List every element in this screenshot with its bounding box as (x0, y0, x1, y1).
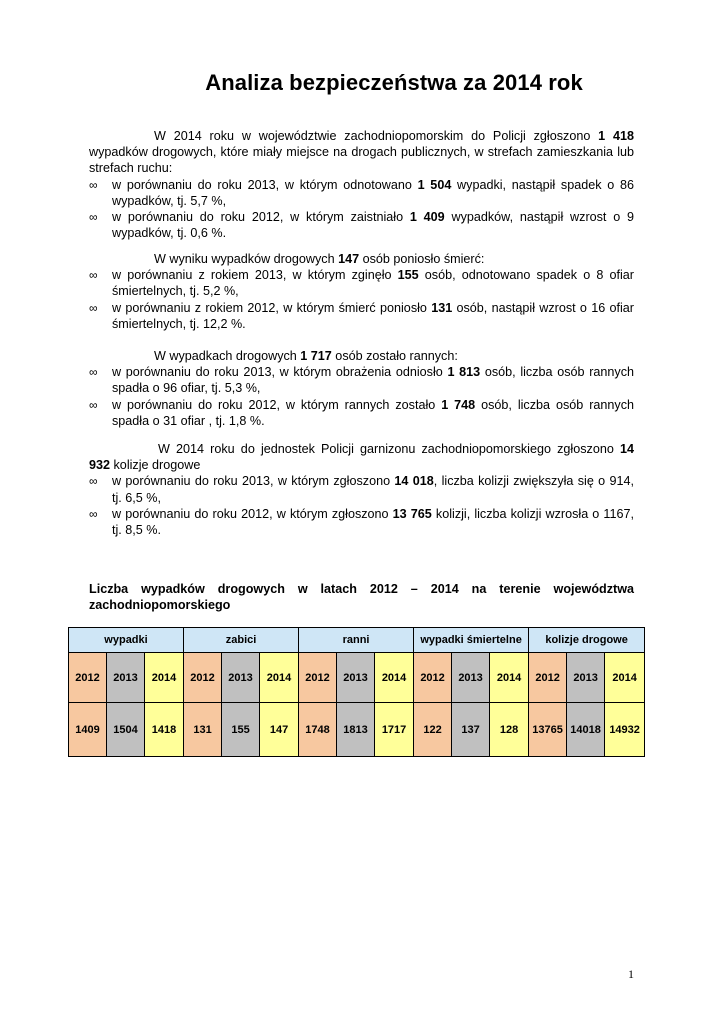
section-fatalities (89, 251, 634, 332)
year-cell: 2012 (529, 653, 567, 703)
list-item: ∞ w porównaniu do roku 2013, w którym zgłoszono 14 018, liczba kolizji zwiększyła się o 914, tj. 6,5 %, (89, 474, 635, 505)
value-cell: 1409 (69, 703, 107, 757)
year-cell: 2014 (490, 653, 529, 703)
year-cell: 2013 (567, 653, 605, 703)
value-cell: 14932 (605, 703, 645, 757)
bullet-icon: ∞ (89, 506, 98, 521)
bullet-icon: ∞ (89, 474, 98, 489)
section-intro: W 2014 roku w województwie zachodniopomorskim do Policji zgłoszono 1 418 wypadków drogowych, które miały miejsce na drogach publicznych, w strefach zamieszkania lub strefach ruchu: (89, 129, 634, 176)
bullet-icon: ∞ (89, 397, 98, 412)
year-cell: 2013 (107, 653, 145, 703)
bullet-icon: ∞ (89, 268, 98, 283)
list-item: ∞ w porównaniu z rokiem 2013, w którym zginęło 155 osób, odnotowano spadek o 8 ofiar śmiertelnych, tj. 5,2 %, (89, 268, 634, 299)
value-cell: 147 (260, 703, 299, 757)
value-cell: 1717 (375, 703, 414, 757)
year-cell: 2014 (375, 653, 414, 703)
section-collisions (89, 441, 634, 538)
value-cell: 137 (452, 703, 490, 757)
value-cell: 1813 (337, 703, 375, 757)
value-cell: 155 (222, 703, 260, 757)
bullet-icon: ∞ (89, 300, 98, 315)
column-group-header: kolizje drogowe (529, 628, 645, 653)
year-cell: 2012 (69, 653, 107, 703)
value-cell: 128 (490, 703, 529, 757)
bullet-icon: ∞ (89, 177, 98, 192)
column-group-header: ranni (299, 628, 414, 653)
value-cell: 122 (414, 703, 452, 757)
value-cell: 1504 (107, 703, 145, 757)
section-injured (89, 348, 634, 429)
value-cell: 14018 (567, 703, 605, 757)
year-cell: 2013 (222, 653, 260, 703)
table-year-row (69, 653, 645, 703)
year-cell: 2014 (145, 653, 184, 703)
list-item: ∞ w porównaniu do roku 2012, w którym zgłoszono 13 765 kolizji, liczba kolizji wzrosła o 1167, tj. 8,5 %. (89, 506, 634, 538)
list-item: ∞ w porównaniu do roku 2013, w którym odnotowano 1 504 wypadki, nastąpił spadek o 86 wypadków, tj. 5,7 %, (89, 177, 634, 208)
list-item: ∞ w porównaniu z rokiem 2012, w którym śmierć poniosło 131 osób, nastąpił wzrost o 16 ofiar śmiertelnych, tj. 12,2 %. (89, 300, 635, 331)
section-intro: W wypadkach drogowych 1 717 osób zostało rannych: (154, 349, 458, 363)
section-intro: W wyniku wypadków drogowych 147 osób poniosło śmierć: (154, 252, 485, 266)
list-item: ∞ w porównaniu do roku 2013, w którym obrażenia odniosło 1 813 osób, liczba osób rannych spadła o 96 ofiar, tj. 5,3 %, (89, 365, 634, 396)
column-group-header: zabici (184, 628, 299, 653)
page-number: 1 (628, 967, 634, 981)
year-cell: 2013 (452, 653, 490, 703)
page-title: Analiza bezpieczeństwa za 2014 rok (205, 70, 583, 95)
year-cell: 2012 (184, 653, 222, 703)
list-item: ∞ w porównaniu do roku 2012, w którym zaistniało 1 409 wypadków, nastąpił wzrost o 9 wypadków, tj. 0,6 %. (89, 210, 635, 241)
bullet-icon: ∞ (89, 365, 98, 380)
table-header-row (69, 628, 645, 653)
year-cell: 2013 (337, 653, 375, 703)
value-cell: 1418 (145, 703, 184, 757)
section-intro: W 2014 roku do jednostek Policji garnizonu zachodniopomorskiego zgłoszono 14 932 kolizje drogowe (89, 442, 634, 473)
value-cell: 131 (184, 703, 222, 757)
year-cell: 2012 (299, 653, 337, 703)
column-group-header: wypadki (69, 628, 184, 653)
column-group-header: wypadki śmiertelne (414, 628, 529, 653)
table-value-row (69, 703, 645, 757)
year-cell: 2014 (260, 653, 299, 703)
bullet-icon: ∞ (89, 210, 98, 225)
value-cell: 1748 (299, 703, 337, 757)
year-cell: 2014 (605, 653, 645, 703)
statistics-table (68, 627, 645, 757)
year-cell: 2012 (414, 653, 452, 703)
section-accidents (89, 128, 634, 241)
table-title: Liczba wypadków drogowych w latach 2012 – 2014 na terenie województwa zachodniopomorskiego (89, 582, 634, 612)
value-cell: 13765 (529, 703, 567, 757)
list-item: ∞ w porównaniu do roku 2012, w którym rannych zostało 1 748 osób, liczba osób rannych spadła o 31 ofiar , tj. 1,8 %. (89, 397, 634, 428)
